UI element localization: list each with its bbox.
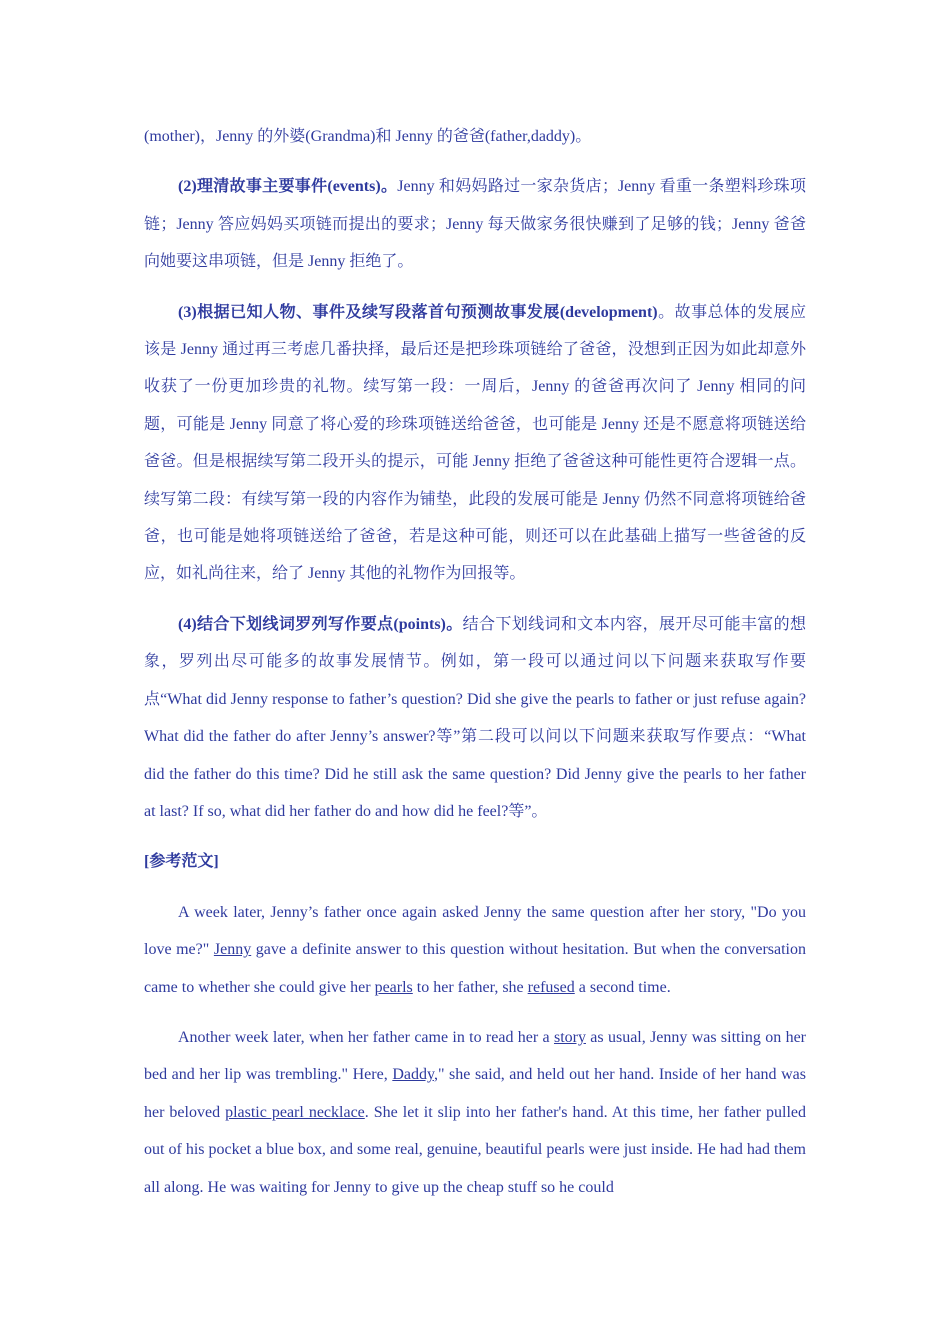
essay-paragraph-2 (144, 1019, 806, 1206)
section-heading: [参考范文] (144, 853, 219, 871)
paragraph-characters (144, 118, 806, 155)
text: Another week later, when her father came in to read her a (178, 1028, 554, 1046)
text: Jenny 和妈妈路过一家杂货店；Jenny 看重一条塑料珍珠项链；Jenny 答应妈妈买项链而提出的要求；Jenny 每天做家务很快赚到了足够的钱；Jenny 爸爸向她要这串项链，但是 Jenny 拒绝了。 (144, 178, 806, 271)
text: as usual, Jenny was sitting on her bed and her lip was trembling." Here, (144, 1028, 807, 1084)
essay-paragraph-1 (144, 894, 806, 1006)
underlined-word: refused (527, 978, 575, 996)
text: a second time. (574, 978, 671, 996)
step-heading: (3)根据已知人物、事件及续写段落首句预测故事发展(development) (178, 303, 658, 321)
text: A week later, Jenny’s father once again asked Jenny the same question after her story, "Do you love me?" (144, 903, 806, 959)
paragraph-points (144, 606, 806, 830)
underlined-word: pearls (374, 978, 413, 996)
underlined-word: Daddy (392, 1066, 434, 1084)
text: 结合下划线词和文本内容，展开尽可能丰富的想象，罗列出尽可能多的故事发展情节。例如，第一段可以通过问以下问题来获取写作要点“What did Jenny response to father’s question? Did she give the pearls to father or just refuse again? What did the father do after Jenny’s answer?等”第二段可以问以下问题来获取写作要点：“What did the father do this time? Did he still ask the same question? Did Jenny give the pearls to her father at last? If so, what did her father do and how did he feel?等”。 (144, 615, 806, 820)
text: ," she said, and held out her hand. Inside of her hand was her beloved (144, 1066, 807, 1121)
text: (mother)，Jenny 的外婆(Grandma)和 Jenny 的爸爸(father,daddy)。 (144, 128, 592, 145)
underlined-word: plastic pearl necklace (225, 1103, 365, 1121)
text: 。故事总体的发展应该是 Jenny 通过再三考虑几番抉择，最后还是把珍珠项链给了爸爸，没想到正因为如此却意外收获了一份更加珍贵的礼物。续写第一段：一周后，Jenny 的爸爸再次问了 Jenny 相同的问题，可能是 Jenny 同意了将心爱的珍珠项链送给爸爸，也可能是 Jenny 还是不愿意将项链送给爸爸。但是根据续写第二段开头的提示，可能 Jenny 拒绝了爸爸这种可能性更符合逻辑一点。续写第二段：有续写第一段的内容作为铺垫，此段的发展可能是 Jenny 仍然不同意将项链给爸爸，也可能是她将项链送给了爸爸，若是这种可能，则还可以在此基础上描写一些爸爸的反应，如礼尚往来，给了 Jenny 其他的礼物作为回报等。 (144, 303, 806, 583)
text: . She let it slip into her father's hand. At this time, her father pulled out of his pocket a blue box, and some real, genuine, beautiful pearls were just inside. He had had them all along. He was waiting for Jenny to give up the cheap stuff so he could (144, 1103, 807, 1196)
text: gave a definite answer to this question without hesitation. But when the conversation came to whether she could give her (144, 941, 807, 996)
step-heading: (2)理清故事主要事件(events)。 (178, 178, 398, 196)
text: to her father, she (412, 978, 528, 996)
underlined-word: story (553, 1028, 586, 1046)
document-body (144, 118, 806, 1219)
paragraph-events (144, 168, 806, 280)
step-heading: (4)结合下划线词罗列写作要点(points)。 (178, 615, 463, 633)
underlined-word: Jenny (213, 941, 252, 959)
paragraph-development (144, 294, 806, 593)
